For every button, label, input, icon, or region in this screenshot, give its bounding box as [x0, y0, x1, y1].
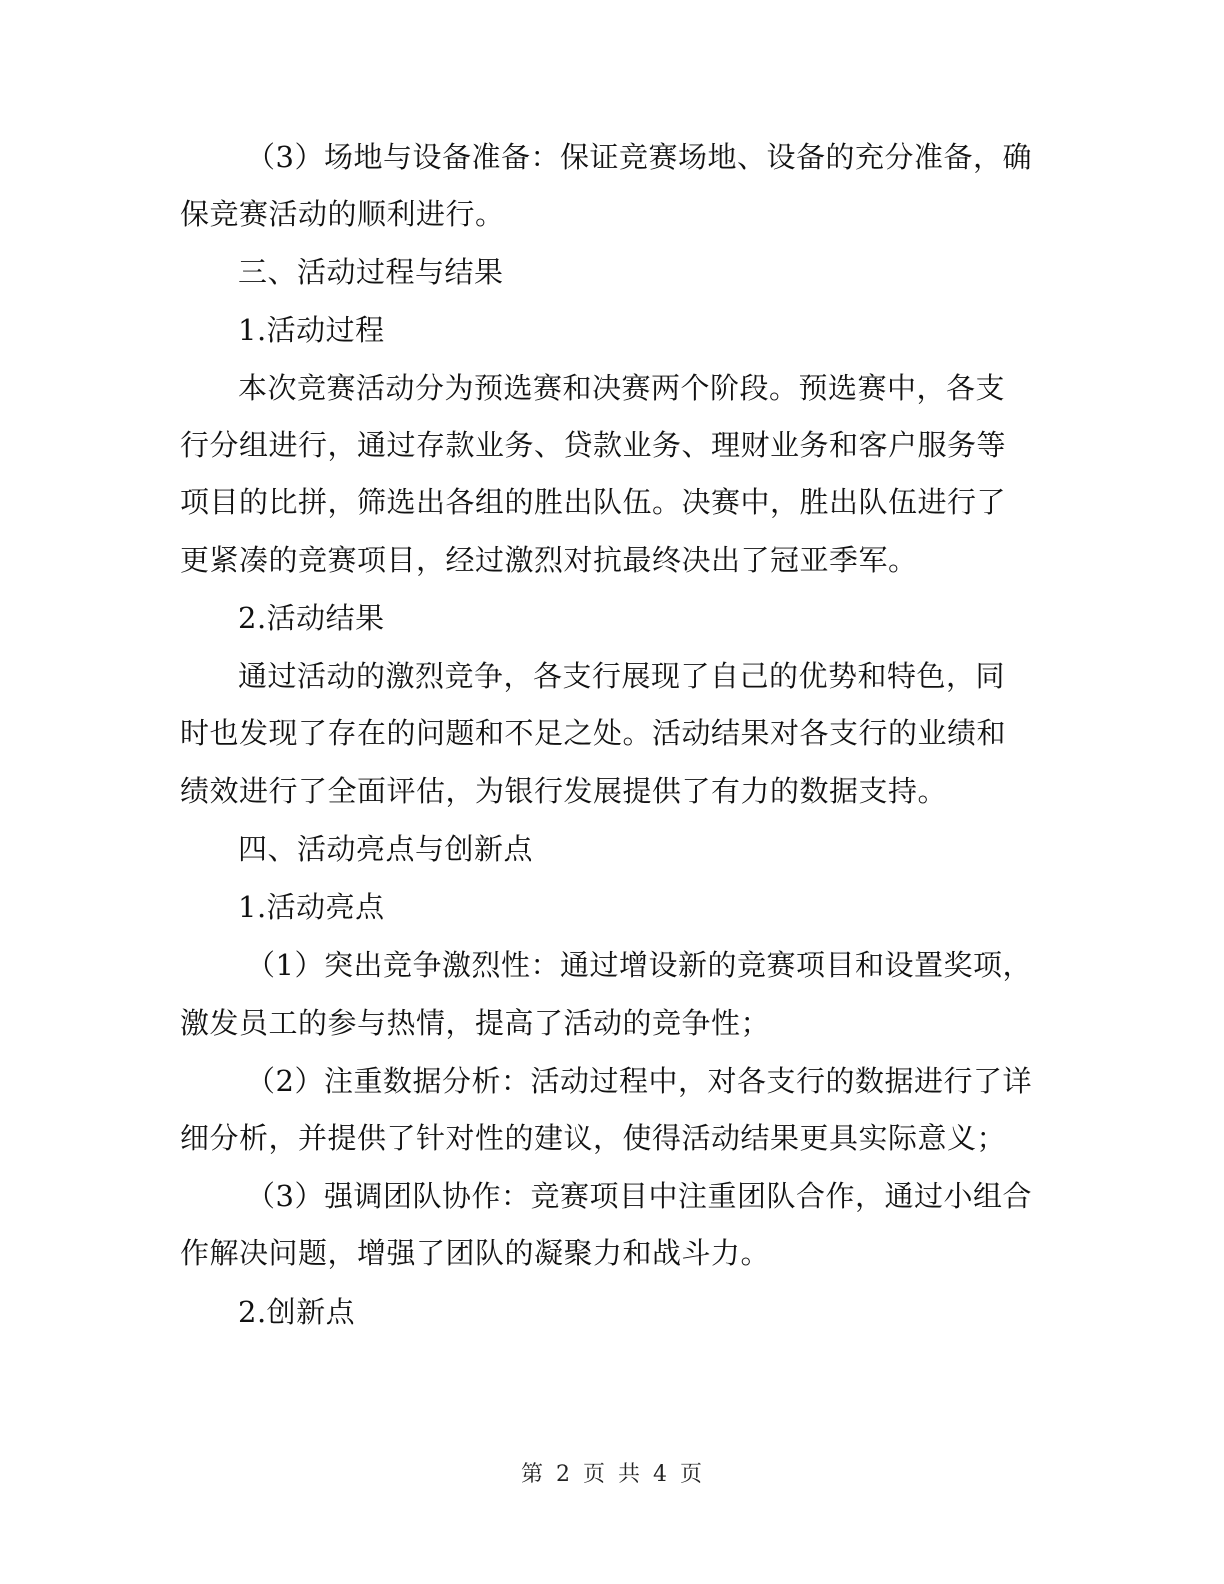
footer-label-prefix: 第 — [520, 1462, 544, 1487]
paragraph-line: 行分组进行，通过存款业务、贷款业务、理财业务和客户服务等 — [180, 428, 1007, 462]
footer-label-page: 页 — [582, 1462, 606, 1487]
paragraph-line: 本次竞赛活动分为预选赛和决赛两个阶段。预选赛中，各支 — [238, 371, 1006, 405]
paragraph-line: 细分析，并提供了针对性的建议，使得活动结果更具实际意义； — [180, 1121, 1007, 1155]
paragraph-line: （1）突出竞争激烈性：通过增设新的竞赛项目和设置奖项， — [246, 948, 1032, 982]
subsection-heading: 2.创新点 — [238, 1295, 356, 1329]
paragraph-line: 通过活动的激烈竞争，各支行展现了自己的优势和特色，同 — [238, 659, 1006, 693]
footer-label-page-end: 页 — [680, 1462, 704, 1487]
paragraph-line: 保竞赛活动的顺利进行。 — [180, 197, 505, 231]
section-heading: 四、活动亮点与创新点 — [238, 832, 534, 866]
page-footer — [0, 1460, 1224, 1490]
subsection-heading: 1.活动过程 — [238, 313, 385, 347]
paragraph-line: 绩效进行了全面评估，为银行发展提供了有力的数据支持。 — [180, 774, 948, 808]
section-heading: 三、活动过程与结果 — [238, 255, 504, 289]
paragraph-line: 激发员工的参与热情，提高了活动的竞争性； — [180, 1006, 771, 1040]
paragraph-line: （3）场地与设备准备：保证竞赛场地、设备的充分准备，确 — [246, 140, 1032, 174]
paragraph-line: 更紧凑的竞赛项目，经过激烈对抗最终决出了冠亚季军。 — [180, 543, 918, 577]
footer-label-total: 共 — [618, 1462, 642, 1487]
paragraph-line: 作解决问题，增强了团队的凝聚力和战斗力。 — [180, 1236, 771, 1270]
paragraph-line: 项目的比拼，筛选出各组的胜出队伍。决赛中，胜出队伍进行了 — [180, 485, 1007, 519]
total-pages-number: 4 — [653, 1462, 669, 1487]
subsection-heading: 1.活动亮点 — [238, 890, 385, 924]
current-page-number: 2 — [555, 1462, 571, 1487]
paragraph-line: 时也发现了存在的问题和不足之处。活动结果对各支行的业绩和 — [180, 716, 1007, 750]
paragraph-line: （2）注重数据分析：活动过程中，对各支行的数据进行了详 — [246, 1064, 1032, 1098]
paragraph-line: （3）强调团队协作：竞赛项目中注重团队合作，通过小组合 — [246, 1179, 1032, 1213]
subsection-heading: 2.活动结果 — [238, 601, 385, 635]
